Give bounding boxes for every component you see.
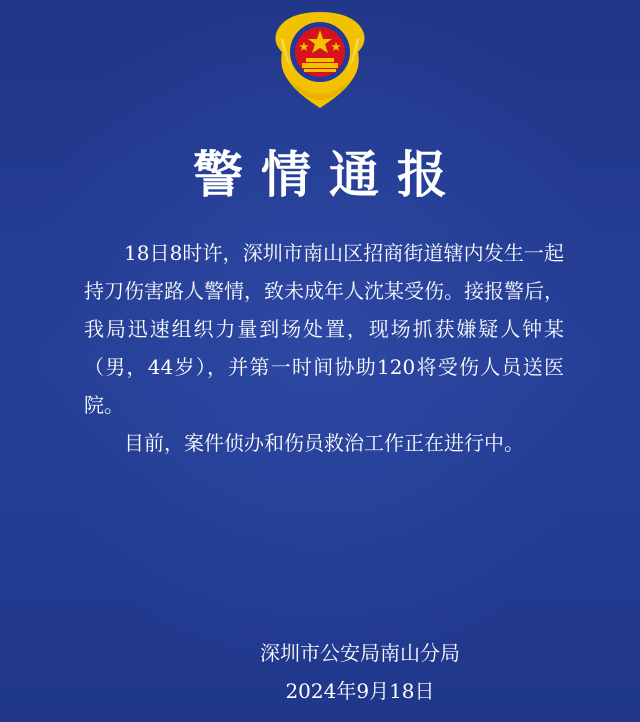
paragraph-incident: 18日8时许，深圳市南山区招商街道辖内发生一起持刀伤害路人警情，致未成年人沈某受伤。接报警后，我局迅速组织力量到场处置，现场抓获嫌疑人钟某（男，44岁），并第一时间协助120将受伤人员送医院。 — [84, 241, 564, 417]
issue-date: 2024年9月18日 — [285, 679, 435, 703]
page-title: 警情通报 — [193, 146, 465, 204]
issuer: 深圳市公安局南山分局 — [260, 641, 460, 665]
paragraph-status: 目前，案件侦办和伤员救治工作正在进行中。 — [124, 431, 524, 455]
notice-body — [84, 234, 564, 462]
police-emblem-icon — [266, 8, 374, 114]
